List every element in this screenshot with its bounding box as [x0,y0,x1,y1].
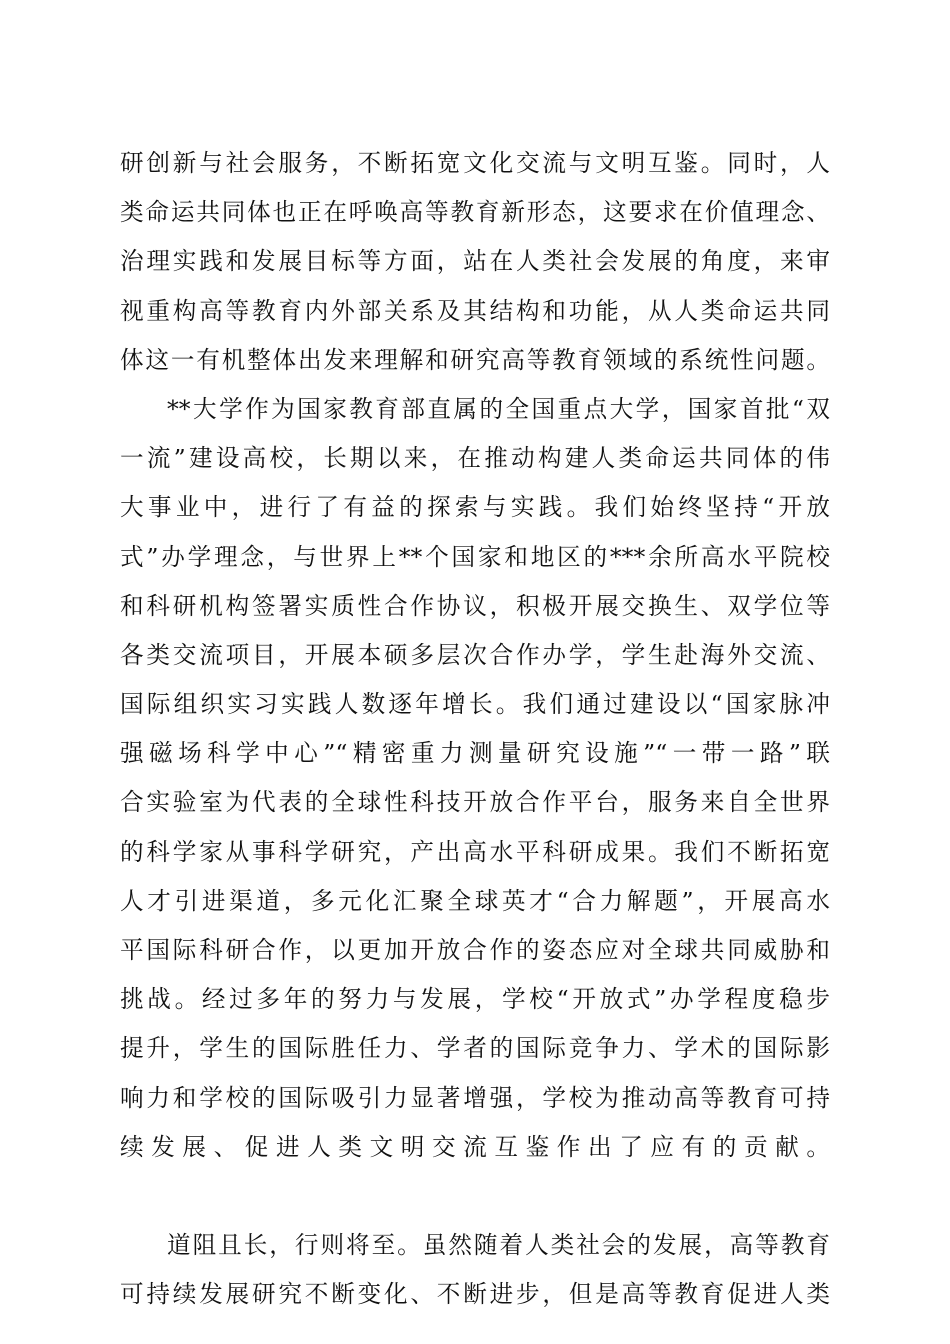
paragraph-3 [120,1221,830,1319]
text-line [120,1172,830,1221]
text-line: 平国际科研合作，以更加开放合作的姿态应对全球共同威胁和 [120,936,830,964]
text-line: 各类交流项目，开展本硕多层次合作办学，学生赴海外交流、 [120,640,830,669]
text-line: 合实验室为代表的全球性科技开放合作平台，服务来自全世界 [120,788,830,817]
paragraph-1 [120,139,830,385]
text-line: 可持续发展研究不断变化、不断进步，但是高等教育促进人类 [120,1280,830,1309]
document-body [120,139,830,1320]
text-line: 提升，学生的国际胜任力、学者的国际竞争力、学术的国际影 [120,1034,830,1063]
text-line: 一流”建设高校，长期以来，在推动构建人类命运共同体的伟 [120,444,830,473]
text-line: 和科研机构签署实质性合作协议，积极开展交换生、双学位等 [120,591,830,620]
text-line: 研创新与社会服务，不断拓宽文化交流与文明互鉴。同时，人 [120,149,830,177]
text-line: 大事业中，进行了有益的探索与实践。我们始终坚持“开放 [120,493,830,522]
text-line: 人才引进渠道，多元化汇聚全球英才“合力解题”，开展高水 [120,886,830,915]
text-line: 的科学家从事科学研究，产出高水平科研成果。我们不断拓宽 [120,837,830,866]
text-line: 国际组织实习实践人数逐年增长。我们通过建设以“国家脉冲 [120,690,830,719]
text-line: 续发展、促进人类文明交流互鉴作出了应有的贡献。 [120,1132,830,1161]
text-line: 道阻且长，行则将至。虽然随着人类社会的发展，高等教育 [167,1231,830,1260]
text-line: 体这一有机整体出发来理解和研究高等教育领域的系统性问题。 [120,345,830,374]
text-line: 强磁场科学中心”“精密重力测量研究设施”“一带一路”联 [120,739,830,768]
text-line: 治理实践和发展目标等方面，站在人类社会发展的角度，来审 [120,247,830,276]
text-line: 视重构高等教育内外部关系及其结构和功能，从人类命运共同 [120,296,830,325]
text-line: **大学作为国家教育部直属的全国重点大学，国家首批“双 [167,394,830,423]
text-line: 式”办学理念，与世界上**个国家和地区的***余所高水平院校 [120,542,830,571]
paragraph-2 [120,385,830,1221]
text-line: 挑战。经过多年的努力与发展，学校“开放式”办学程度稳步 [120,985,830,1014]
text-line: 响力和学校的国际吸引力显著增强，学校为推动高等教育可持 [120,1083,830,1112]
text-line: 类命运共同体也正在呼唤高等教育新形态，这要求在价值理念、 [120,198,830,227]
